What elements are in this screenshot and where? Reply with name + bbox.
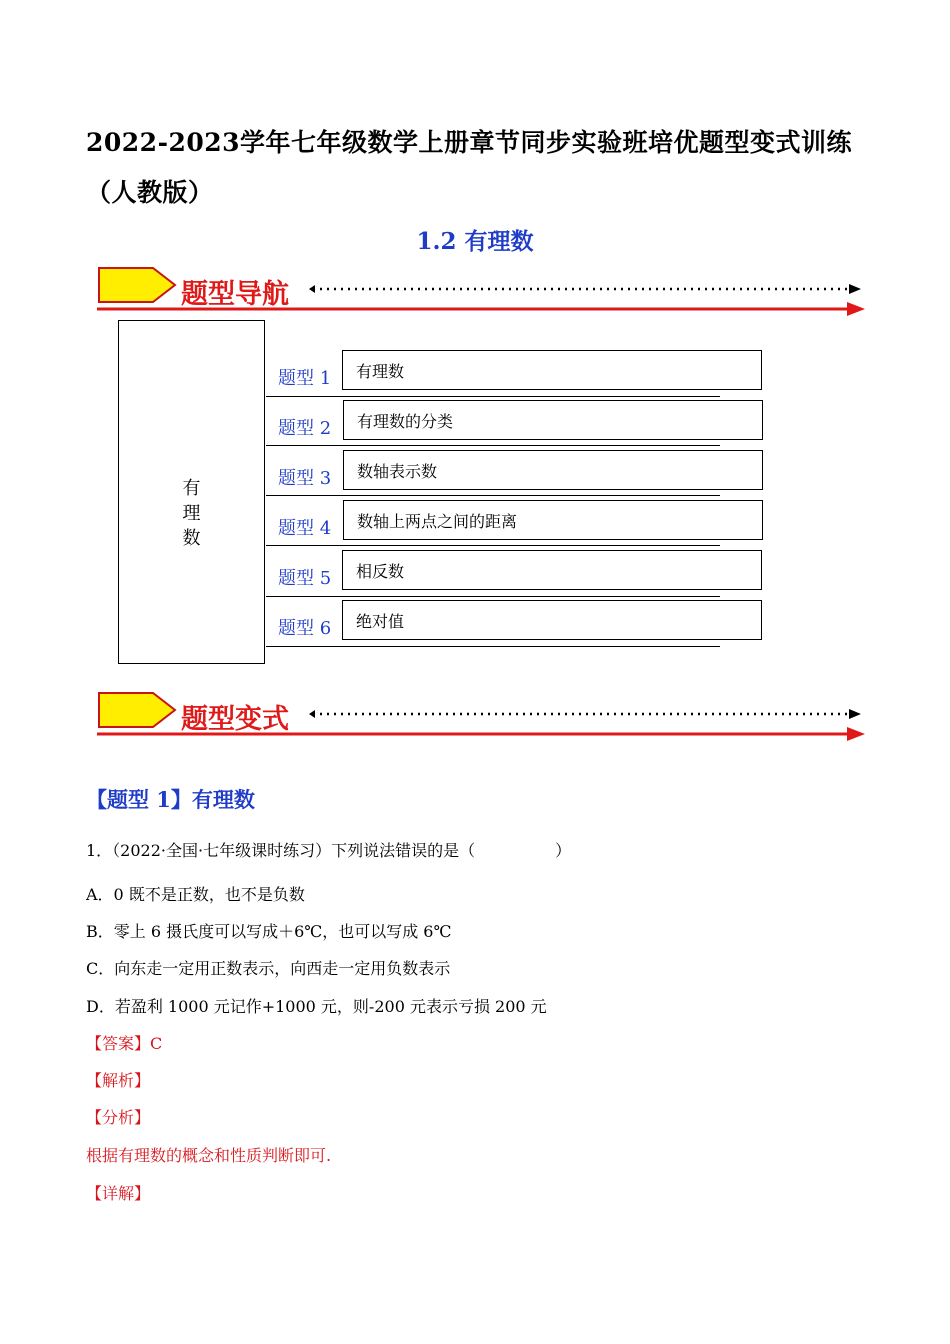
nav-item-2-topic[interactable]: 有理数的分类 bbox=[343, 400, 763, 440]
nav-divider bbox=[266, 396, 720, 397]
nav-item-1-label[interactable]: 题型 1 bbox=[278, 368, 332, 389]
nav-item-2-label[interactable]: 题型 2 bbox=[278, 418, 332, 439]
section-heading: 【题型 1】有理数 bbox=[86, 787, 255, 812]
nav-item-6-label[interactable]: 题型 6 bbox=[278, 618, 332, 639]
nav-item-3-label[interactable]: 题型 3 bbox=[278, 468, 332, 489]
option-b: B．零上 6 摄氏度可以写成＋6℃，也可以写成 6℃ bbox=[86, 922, 452, 941]
nav-divider bbox=[266, 445, 720, 446]
option-a: A．0 既不是正数，也不是负数 bbox=[86, 885, 305, 904]
document-title: 2022-2023学年七年级数学上册章节同步实验班培优题型变式训练（人教版） bbox=[86, 128, 853, 207]
option-d: D．若盈利 1000 元记作+1000 元，则-200 元表示亏损 200 元 bbox=[86, 997, 547, 1016]
fenxi-label: 【分析】 bbox=[86, 1108, 151, 1127]
nav-divider bbox=[266, 596, 720, 597]
variants-banner-label: 题型变式 bbox=[181, 704, 289, 735]
detail-label: 【详解】 bbox=[86, 1184, 151, 1203]
nav-divider bbox=[266, 495, 720, 496]
nav-divider bbox=[266, 545, 720, 546]
arrow-tag-icon bbox=[99, 268, 175, 302]
nav-item-4-topic[interactable]: 数轴上两点之间的距离 bbox=[343, 500, 763, 540]
analysis-label: 【解析】 bbox=[86, 1071, 151, 1090]
question-stem: 1．（2022·全国·七年级课时练习）下列说法错误的是（ ） bbox=[86, 841, 572, 860]
red-arrow-icon bbox=[847, 302, 865, 316]
nav-root-char-1: 有 bbox=[182, 478, 201, 499]
section-subtitle: 1.2 有理数 bbox=[416, 228, 534, 255]
nav-item-6-topic[interactable]: 绝对值 bbox=[342, 600, 762, 640]
nav-root-char-2: 理 bbox=[182, 503, 201, 524]
option-c: C．向东走一定用正数表示，向西走一定用负数表示 bbox=[86, 959, 451, 978]
nav-root-label bbox=[118, 476, 265, 551]
nav-banner-label: 题型导航 bbox=[181, 279, 289, 310]
fenxi-text: 根据有理数的概念和性质判断即可. bbox=[86, 1146, 332, 1165]
nav-item-5-label[interactable]: 题型 5 bbox=[278, 568, 332, 589]
nav-root-char-3: 数 bbox=[182, 528, 201, 549]
answer-line: 【答案】C bbox=[86, 1034, 163, 1053]
nav-item-1-topic[interactable]: 有理数 bbox=[342, 350, 762, 390]
nav-item-4-label[interactable]: 题型 4 bbox=[278, 518, 332, 539]
arrow-tag-icon bbox=[99, 693, 175, 727]
nav-item-5-topic[interactable]: 相反数 bbox=[342, 550, 762, 590]
nav-divider bbox=[266, 646, 720, 647]
nav-item-3-topic[interactable]: 数轴表示数 bbox=[343, 450, 763, 490]
red-arrow-icon bbox=[847, 727, 865, 741]
